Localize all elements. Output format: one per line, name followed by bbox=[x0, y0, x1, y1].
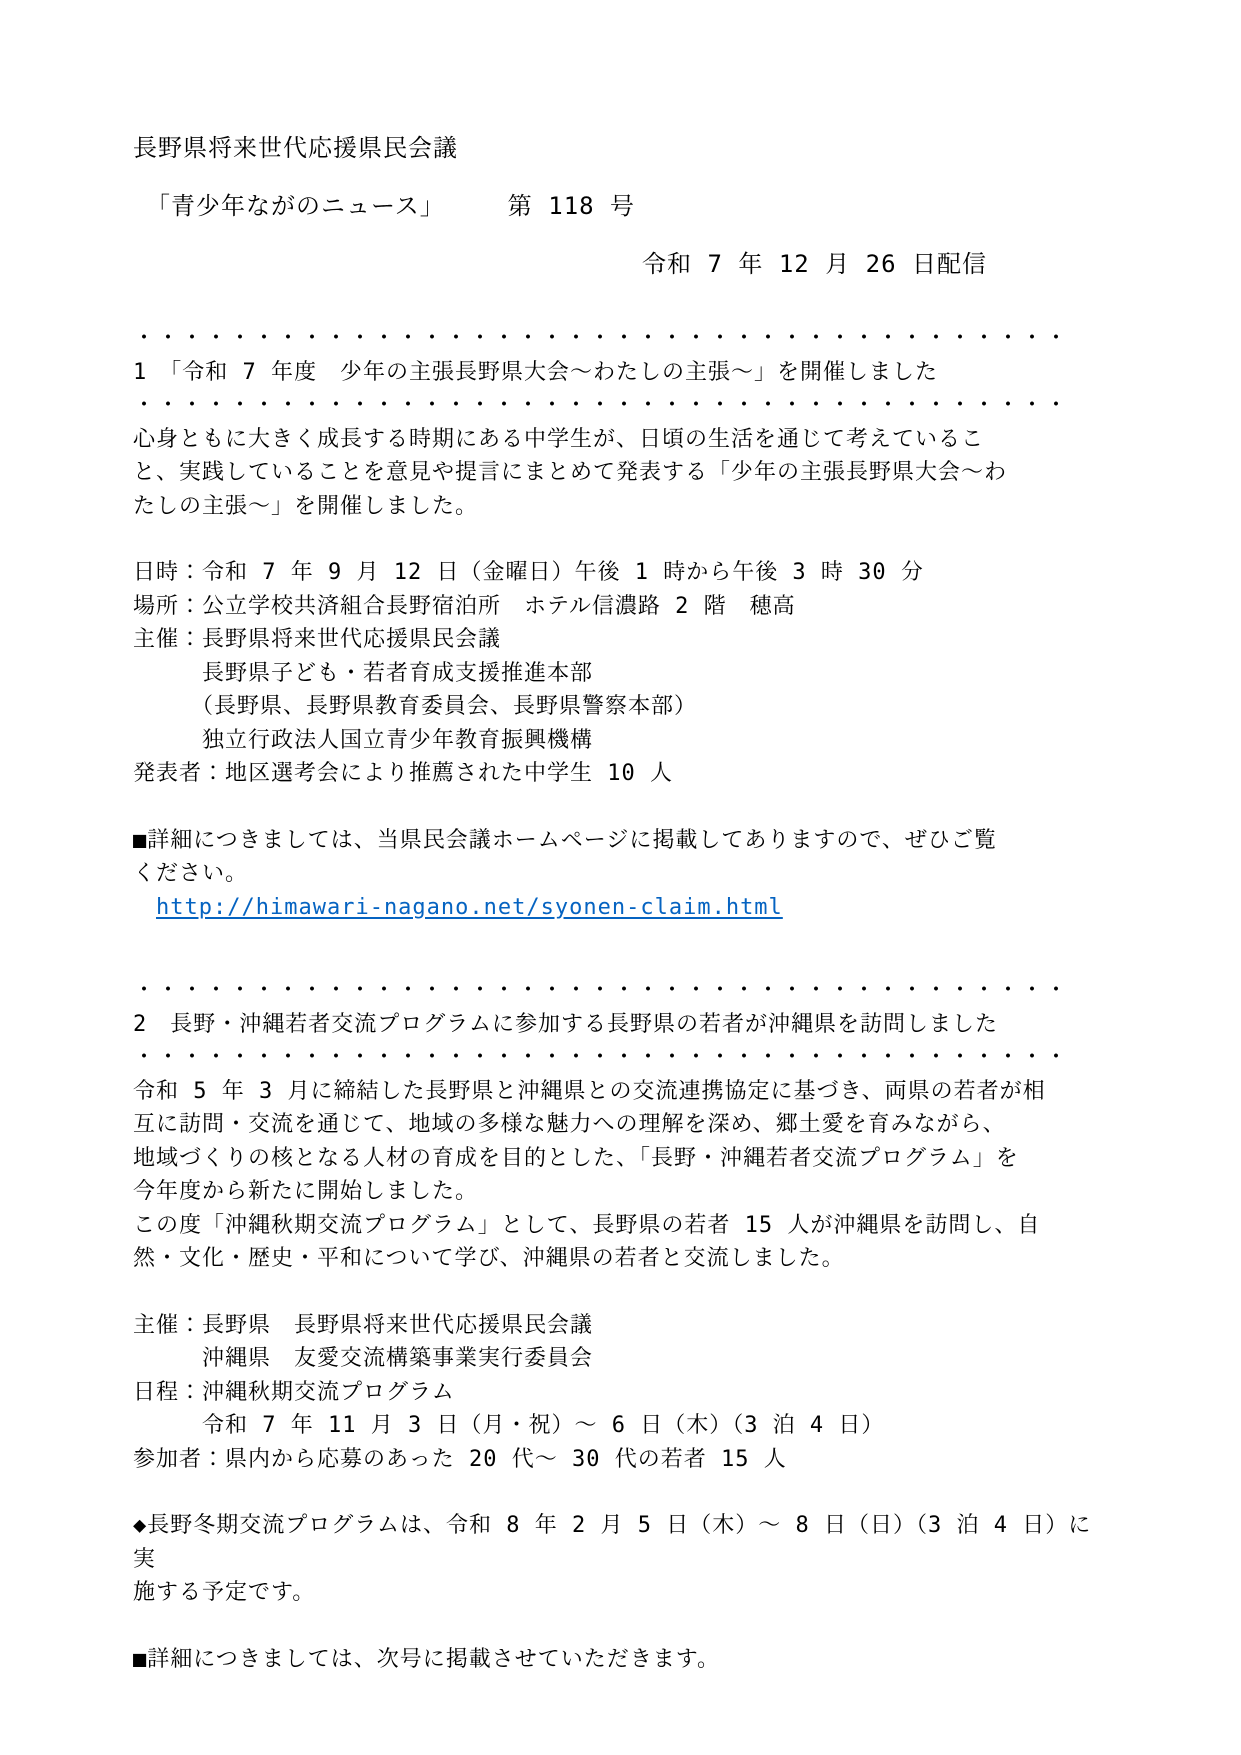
blank-line bbox=[133, 523, 1111, 556]
paragraph-line: たしの主張～」を開催しました。 bbox=[133, 493, 479, 519]
detail-line-place: 場所：公立学校共済組合長野宿泊所 ホテル信濃路 2 階 穂高 bbox=[133, 593, 796, 619]
section2-details bbox=[133, 1309, 1111, 1477]
org-name: 長野県将来世代応援県民会議 bbox=[133, 134, 458, 162]
separator-line: ・・・・・・・・・・・・・・・・・・・・・・・・・・・・・・・・・・・・・・・ bbox=[133, 1045, 1070, 1070]
section2-heading: 2 長野・沖縄若者交流プログラムに参加する長野県の若者が沖縄県を訪問しました bbox=[133, 1011, 999, 1037]
separator-line: ・・・・・・・・・・・・・・・・・・・・・・・・・・・・・・・・・・・・・・・ bbox=[133, 393, 1070, 418]
winter-note-line: 施する予定です。 bbox=[133, 1580, 316, 1605]
next-issue-note: ■詳細につきましては、次号に掲載させていただきます。 bbox=[133, 1646, 721, 1672]
section1-details bbox=[133, 556, 1111, 791]
paragraph-line: 互に訪問・交流を通じて、地域の多様な魅力への理解を深め、郷土愛を育みながら、 bbox=[133, 1112, 1006, 1137]
section1-heading: 1 「令和 7 年度 少年の主張長野県大会～わたしの主張～」を開催しました bbox=[133, 359, 938, 385]
winter-note-line: ◆長野冬期交流プログラムは、令和 8 年 2 月 5 日（木）～ 8 日（日）（3 泊 4 日）に実 bbox=[133, 1513, 1092, 1572]
paragraph-line: 然・文化・歴史・平和について学び、沖縄県の若者と交流しました。 bbox=[133, 1246, 845, 1271]
paragraph-line: 今年度から新たに開始しました。 bbox=[133, 1179, 479, 1204]
paragraph-line: 地域づくりの核となる人材の育成を目的とした、「長野・沖縄若者交流プログラム」を bbox=[133, 1145, 1019, 1171]
detail-line-presenters: 発表者：地区選考会により推薦された中学生 10 人 bbox=[133, 761, 673, 786]
paragraph-line: この度「沖縄秋期交流プログラム」として、長野県の若者 15 人が沖縄県を訪問し、自 bbox=[133, 1212, 1041, 1238]
paragraph-line: 令和 5 年 3 月に締結した長野県と沖縄県との交流連携協定に基づき、両県の若者が相 bbox=[133, 1078, 1046, 1104]
blank-line bbox=[133, 1276, 1111, 1309]
notice-line: ください。 bbox=[133, 861, 249, 886]
detail-line-organizer: （長野県、長野県教育委員会、長野県警察本部） bbox=[133, 694, 698, 719]
detail-line-participants: 参加者：県内から応募のあった 20 代～ 30 代の若者 15 人 bbox=[133, 1446, 787, 1472]
notice-line: ■詳細につきましては、当県民会議ホームページに掲載してありますので、ぜひご覧 bbox=[133, 827, 997, 853]
blank-line bbox=[133, 791, 1111, 824]
homepage-link-line bbox=[133, 891, 1111, 925]
detail-line-organizer: 主催：長野県 長野県将来世代応援県民会議 bbox=[133, 1312, 594, 1338]
detail-line-organizer: 長野県子ども・若者育成支援推進本部 bbox=[133, 660, 594, 686]
paragraph-line: と、実践していることを意見や提言にまとめて発表する「少年の主張長野県大会～わ bbox=[133, 460, 1008, 485]
homepage-link[interactable]: http://himawari-nagano.net/syonen-claim.html bbox=[156, 894, 783, 920]
section1-notice bbox=[133, 824, 1111, 925]
detail-line-schedule: 令和 7 年 11 月 3 日（月・祝）～ 6 日（木）（3 泊 4 日） bbox=[133, 1413, 885, 1438]
detail-line-schedule: 日程：沖縄秋期交流プログラム bbox=[133, 1379, 455, 1405]
section2-paragraph bbox=[133, 1075, 1111, 1276]
detail-line-datetime: 日時：令和 7 年 9 月 12 日（金曜日）午後 1 時から午後 3 時 30 分 bbox=[133, 560, 924, 585]
paragraph-line: 心身ともに大きく成長する時期にある中学生が、日頃の生活を通じて考えているこ bbox=[133, 426, 985, 452]
link-indent bbox=[133, 895, 156, 920]
newsletter-title: 「青少年ながのニュース」 第 118 号 bbox=[133, 192, 636, 220]
issue-date: 令和 7 年 12 月 26 日配信 bbox=[642, 250, 987, 278]
separator-line: ・・・・・・・・・・・・・・・・・・・・・・・・・・・・・・・・・・・・・・・ bbox=[133, 978, 1070, 1003]
detail-line-organizer: 独立行政法人国立青少年教育振興機構 bbox=[133, 727, 594, 753]
blank-line bbox=[133, 924, 1111, 974]
detail-line-organizer: 主催：長野県将来世代応援県民会議 bbox=[133, 627, 502, 652]
section1-paragraph bbox=[133, 423, 1111, 524]
blank-line bbox=[133, 1610, 1111, 1643]
winter-program-note bbox=[133, 1509, 1111, 1610]
separator-line: ・・・・・・・・・・・・・・・・・・・・・・・・・・・・・・・・・・・・・・・ bbox=[133, 326, 1070, 351]
detail-line-organizer: 沖縄県 友愛交流構築事業実行委員会 bbox=[133, 1346, 594, 1371]
blank-line bbox=[133, 1476, 1111, 1509]
